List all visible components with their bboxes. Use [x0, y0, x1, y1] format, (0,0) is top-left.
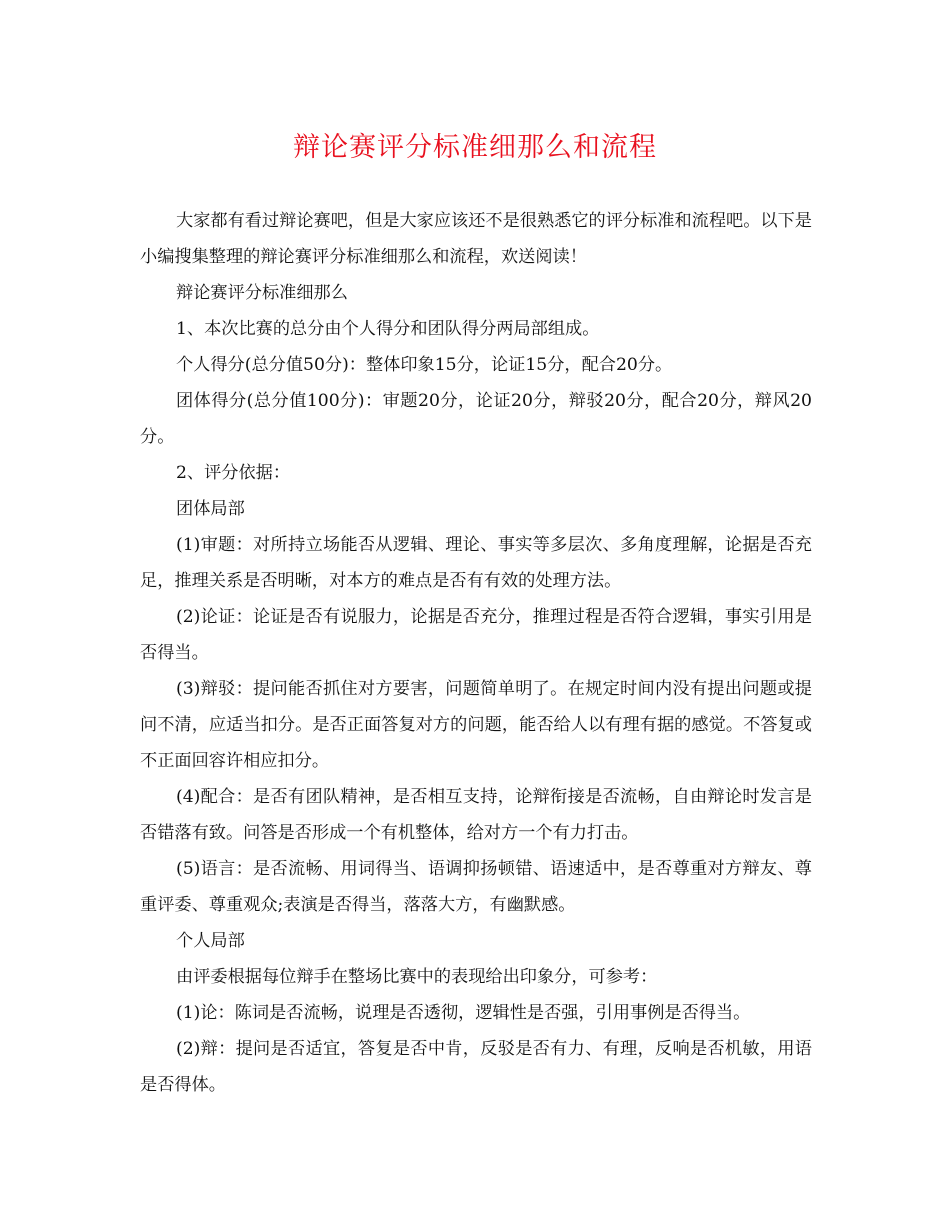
individual-item-argument: (1)论：陈词是否流畅，说理是否透彻，逻辑性是否强，引用事例是否得当。 [176, 1003, 751, 1023]
paragraph-scoring-basis: 2、评分依据： [176, 463, 291, 483]
paragraph-team-score: 团体得分(总分值100分)：审题20分，论证20分，辩驳20分，配合20分，辩风20分。 [140, 391, 812, 447]
team-item-topic: (1)审题：对所持立场能否从逻辑、理论、事实等多层次、多角度理解，论据是否充足，推理关系是否明晰，对本方的难点是否有有效的处理方法。 [140, 535, 812, 591]
paragraph-individual-score: 个人得分(总分值50分)：整体印象15分，论证15分，配合20分。 [176, 355, 673, 375]
section-heading-scoring: 辩论赛评分标准细那么 [176, 283, 348, 303]
individual-item-debate: (2)辩：提问是否适宜，答复是否中肯，反驳是否有力、有理，反响是否机敏，用语是否得体。 [140, 1039, 812, 1095]
document-body [140, 203, 812, 1103]
paragraph-individual-intro: 由评委根据每位辩手在整场比赛中的表现给出印象分，可参考： [176, 967, 658, 987]
document-title: 辩论赛评分标准细那么和流程 [293, 132, 657, 163]
team-item-argument: (2)论证：论证是否有说服力，论据是否充分，推理过程是否符合逻辑，事实引用是否得当。 [140, 607, 812, 663]
section-heading-individual: 个人局部 [176, 931, 245, 951]
team-item-cooperation: (4)配合：是否有团队精神，是否相互支持，论辩衔接是否流畅，自由辩论时发言是否错落有致。问答是否形成一个有机整体，给对方一个有力打击。 [140, 787, 812, 843]
paragraph-total-score: 1、本次比赛的总分由个人得分和团队得分两局部组成。 [176, 319, 600, 339]
team-item-rebuttal: (3)辩驳：提问能否抓住对方要害，问题简单明了。在规定时间内没有提出问题或提问不清，应适当扣分。是否正面答复对方的问题，能否给人以有理有据的感觉。不答复或不正面回容许相应扣分。 [140, 679, 812, 771]
intro-paragraph: 大家都有看过辩论赛吧，但是大家应该还不是很熟悉它的评分标准和流程吧。以下是小编搜集整理的辩论赛评分标准细那么和流程，欢送阅读！ [140, 211, 812, 267]
section-heading-team: 团体局部 [176, 499, 245, 519]
team-item-language: (5)语言：是否流畅、用词得当、语调抑扬顿错、语速适中，是否尊重对方辩友、尊重评委、尊重观众;表演是否得当，落落大方，有幽默感。 [140, 859, 812, 915]
